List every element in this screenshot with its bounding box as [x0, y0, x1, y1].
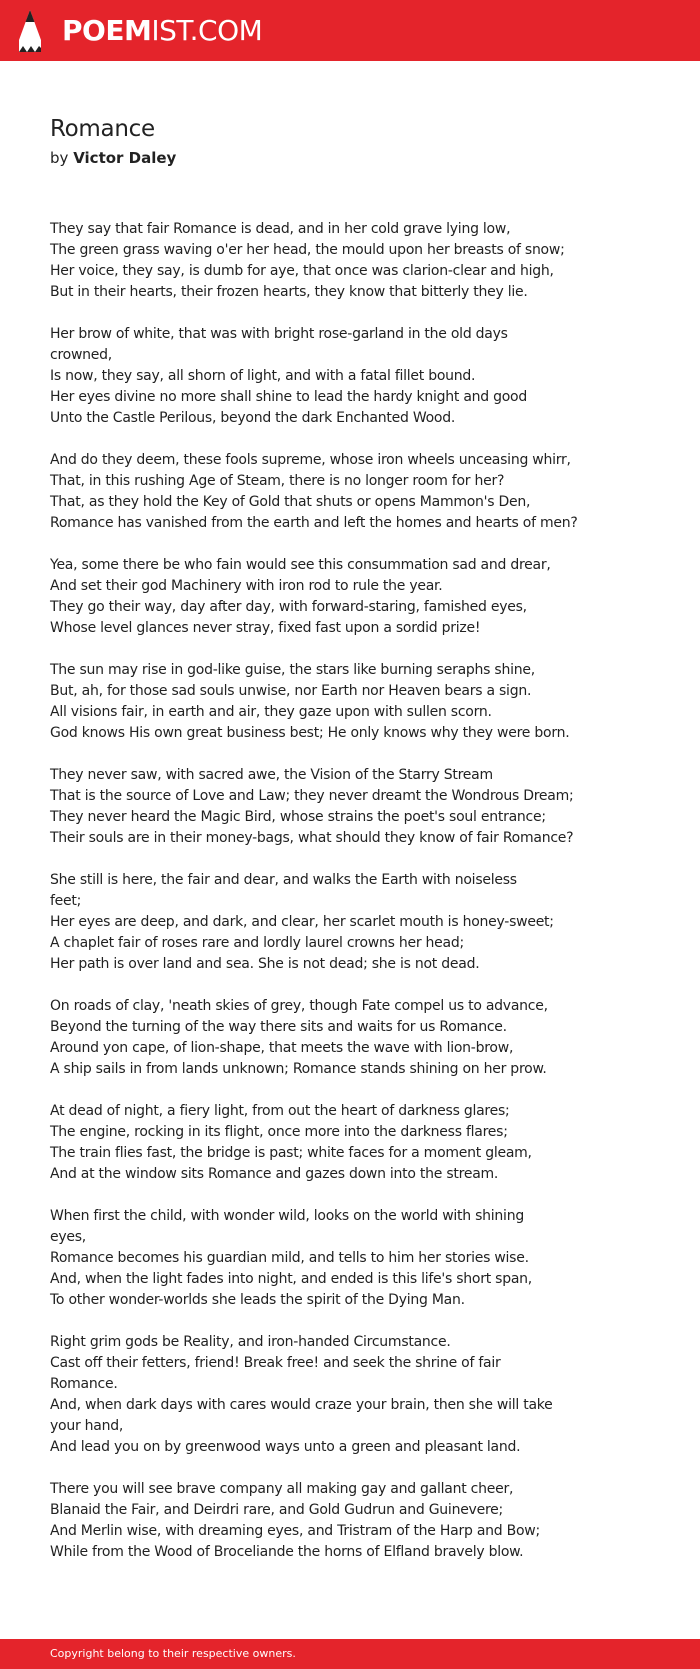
poem-line: Is now, they say, all shorn of light, and with a fatal fillet bound. — [50, 368, 476, 384]
poem-line: To other wonder-worlds she leads the spirit of the Dying Man. — [50, 1292, 465, 1308]
poem-line: When first the child, with wonder wild, looks on the world with shining — [50, 1208, 524, 1224]
pencil-logo-icon[interactable] — [18, 10, 42, 52]
poem-line: feet; — [50, 893, 82, 909]
poem-line: A ship sails in from lands unknown; Romance stands shining on her prow. — [50, 1061, 547, 1077]
poem-line: And set their god Machinery with iron rod to rule the year. — [50, 578, 443, 594]
poem-line: They go their way, day after day, with forward-staring, famished eyes, — [50, 599, 527, 615]
poem-line: Her path is over land and sea. She is not dead; she is not dead. — [50, 956, 480, 972]
poem-line: The engine, rocking in its flight, once more into the darkness flares; — [50, 1124, 508, 1140]
poem-line: Beyond the turning of the way there sits and waits for us Romance. — [50, 1019, 507, 1035]
poem-line: And do they deem, these fools supreme, whose iron wheels unceasing whirr, — [50, 452, 571, 468]
poem-stanza — [50, 1479, 660, 1563]
poem-line: And, when dark days with cares would craze your brain, then she will take — [50, 1397, 553, 1413]
poem-line: That is the source of Love and Law; they never dreamt the Wondrous Dream; — [50, 788, 574, 804]
poem-line: She still is here, the fair and dear, and walks the Earth with noiseless — [50, 872, 517, 888]
poem-line: And at the window sits Romance and gazes down into the stream. — [50, 1166, 499, 1182]
poem-byline — [50, 149, 176, 167]
poem-line: There you will see brave company all making gay and gallant cheer, — [50, 1481, 514, 1497]
poem-line: Cast off their fetters, friend! Break free! and seek the shrine of fair — [50, 1355, 501, 1371]
poem-stanza — [50, 996, 660, 1080]
poem-line: Romance has vanished from the earth and left the homes and hearts of men? — [50, 515, 578, 531]
poem-line: Blanaid the Fair, and Deirdri rare, and Gold Gudrun and Guinevere; — [50, 1502, 503, 1518]
logo-light-text: IST.COM — [151, 14, 263, 47]
poem-line: your hand, — [50, 1418, 124, 1434]
poem-line: But in their hearts, their frozen hearts, they know that bitterly they lie. — [50, 284, 528, 300]
poem-stanza — [50, 765, 660, 849]
poem-line: On roads of clay, 'neath skies of grey, though Fate compel us to advance, — [50, 998, 548, 1014]
poem-stanza — [50, 1332, 660, 1458]
poem-line: They say that fair Romance is dead, and in her cold grave lying low, — [50, 221, 511, 237]
poem-stanza — [50, 324, 660, 429]
poem-stanza — [50, 219, 660, 303]
poem-line: They never heard the Magic Bird, whose strains the poet's soul entrance; — [50, 809, 546, 825]
poem-author: Victor Daley — [73, 149, 177, 167]
poem-line: Around yon cape, of lion-shape, that meets the wave with lion-brow, — [50, 1040, 514, 1056]
byline-by: by — [50, 149, 69, 167]
poem-line: Romance becomes his guardian mild, and tells to him her stories wise. — [50, 1250, 529, 1266]
poem-stanza — [50, 660, 660, 744]
poem-line: Her voice, they say, is dumb for aye, that once was clarion-clear and high, — [50, 263, 554, 279]
poem-stanza — [50, 1206, 660, 1311]
poem-line: Her eyes are deep, and dark, and clear, her scarlet mouth is honey-sweet; — [50, 914, 554, 930]
poem-stanza — [50, 1101, 660, 1185]
poem-line: eyes, — [50, 1229, 87, 1245]
poem-line: They never saw, with sacred awe, the Vision of the Starry Stream — [50, 767, 493, 783]
poem-stanza — [50, 450, 660, 534]
poem-line: The sun may rise in god-like guise, the stars like burning seraphs shine, — [50, 662, 535, 678]
poem-line: And Merlin wise, with dreaming eyes, and Tristram of the Harp and Bow; — [50, 1523, 540, 1539]
poem-line: Yea, some there be who fain would see this consummation sad and drear, — [50, 557, 551, 573]
poem-line: All visions fair, in earth and air, they gaze upon with sullen scorn. — [50, 704, 492, 720]
poem-line: At dead of night, a fiery light, from out the heart of darkness glares; — [50, 1103, 510, 1119]
poem-line: The green grass waving o'er her head, the mould upon her breasts of snow; — [50, 242, 565, 258]
poem-line: But, ah, for those sad souls unwise, nor Earth nor Heaven bears a sign. — [50, 683, 532, 699]
poem-title: Romance — [50, 116, 155, 142]
poem-line: God knows His own great business best; He only knows why they were born. — [50, 725, 570, 741]
poem-line: Her eyes divine no more shall shine to lead the hardy knight and good — [50, 389, 528, 405]
poem-line: Their souls are in their money-bags, what should they know of fair Romance? — [50, 830, 574, 846]
poem-line: Unto the Castle Perilous, beyond the dark Enchanted Wood. — [50, 410, 456, 426]
copyright-notice: Copyright belong to their respective owners. — [50, 1647, 296, 1660]
poem-line: Whose level glances never stray, fixed fast upon a sordid prize! — [50, 620, 481, 636]
poem-line: A chaplet fair of roses rare and lordly laurel crowns her head; — [50, 935, 464, 951]
poem-line: Romance. — [50, 1376, 118, 1392]
poem-line: That, in this rushing Age of Steam, there is no longer room for her? — [50, 473, 505, 489]
poem-stanza — [50, 555, 660, 639]
site-header — [0, 0, 700, 61]
poem-body — [50, 219, 660, 1584]
poem-line: Right grim gods be Reality, and iron-handed Circumstance. — [50, 1334, 451, 1350]
poem-line: While from the Wood of Broceliande the horns of Elfland bravely blow. — [50, 1544, 524, 1560]
site-logo[interactable] — [62, 13, 262, 49]
poem-line: The train flies fast, the bridge is past; white faces for a moment gleam, — [50, 1145, 532, 1161]
poem-line: That, as they hold the Key of Gold that shuts or opens Mammon's Den, — [50, 494, 531, 510]
logo-bold-text: POEM — [62, 14, 152, 47]
site-footer — [0, 1639, 700, 1669]
poem-line: And lead you on by greenwood ways unto a green and pleasant land. — [50, 1439, 521, 1455]
poem-line: And, when the light fades into night, and ended is this life's short span, — [50, 1271, 532, 1287]
poem-line: crowned, — [50, 347, 112, 363]
poem-stanza — [50, 870, 660, 975]
poem-line: Her brow of white, that was with bright rose-garland in the old days — [50, 326, 508, 342]
